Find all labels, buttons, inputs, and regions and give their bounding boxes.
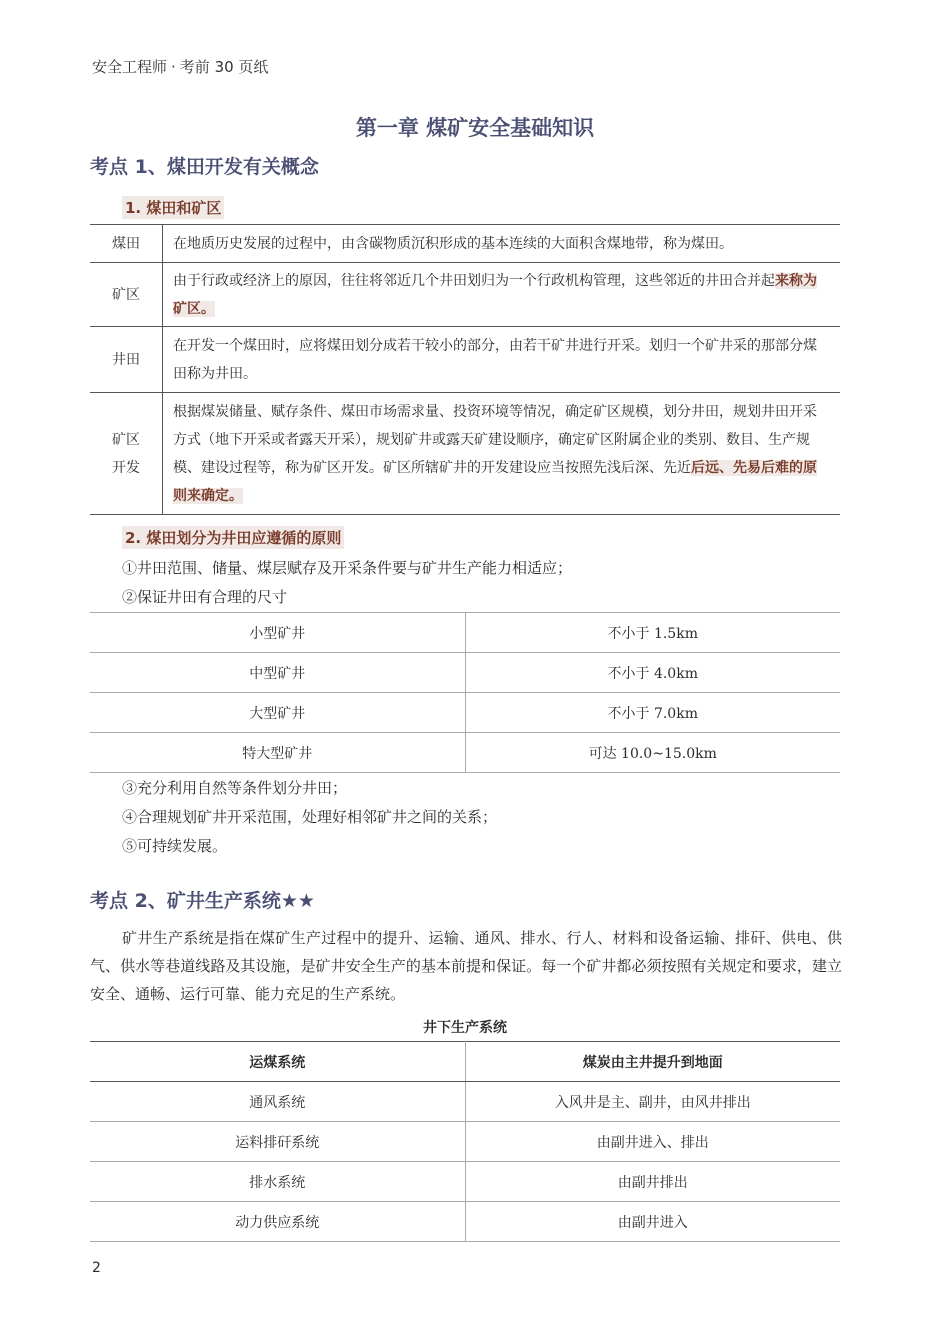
table-row — [90, 693, 840, 733]
mine-size-cell: 可达 10.0~15.0km — [465, 733, 840, 773]
table-row — [90, 733, 840, 773]
section2-title: 2. 煤田划分为井田应遵循的原则 — [122, 526, 344, 549]
production-system-table — [90, 1041, 840, 1242]
header-cell: 运煤系统 — [90, 1042, 465, 1082]
highlight-text: 后远、先易后难的原则来确定。 — [173, 459, 817, 504]
system-cell: 排水系统 — [90, 1162, 465, 1202]
principle-item: ④合理规划矿井开采范围，处理好相邻矿井之间的关系； — [122, 808, 498, 826]
chapter-title: 第一章 煤矿安全基础知识 — [355, 116, 595, 140]
page-number: 2 — [92, 1260, 101, 1276]
definition-table — [90, 224, 840, 515]
principle-item: ③充分利用自然等条件划分井田； — [122, 779, 348, 797]
section1-title: 1. 煤田和矿区 — [122, 196, 224, 219]
mine-size-cell: 不小于 7.0km — [465, 693, 840, 733]
mine-type-cell: 特大型矿井 — [90, 733, 465, 773]
table-header-row — [90, 1042, 840, 1082]
term-line: 开发 — [112, 459, 140, 476]
mine-type-cell: 大型矿井 — [90, 693, 465, 733]
desc-cell — [163, 393, 841, 515]
table-row — [90, 1162, 840, 1202]
table-row — [90, 653, 840, 693]
principle-item: ⑤可持续发展。 — [122, 837, 228, 855]
term-line: 矿区 — [112, 431, 140, 448]
mine-size-cell: 不小于 4.0km — [465, 653, 840, 693]
desc-cell: 在开发一个煤田时，应将煤田划分成若干较小的部分，由若干矿井进行开采。划归一个矿井采的那部分煤田称为井田。 — [163, 327, 841, 393]
desc-text: 根据煤炭储量、赋存条件、煤田市场需求量、投资环境等情况，确定矿区规模，划分井田，规划井田开采方式（地下开采或者露天开采），规划矿井或露天矿建设顺序，确定矿区附属企业的类别、数目、生产规模、建设过程等，称为矿区开发。矿区所辖矿井的开发建设应当按照先浅后深、先近 — [173, 403, 817, 476]
kaodian1-title: 考点 1、煤田开发有关概念 — [90, 156, 319, 178]
table-caption: 井下生产系统 — [423, 1020, 507, 1036]
table-row — [90, 263, 840, 327]
table-row — [90, 613, 840, 653]
mine-type-cell: 中型矿井 — [90, 653, 465, 693]
header-separator: · — [171, 58, 176, 76]
route-cell: 由副井排出 — [465, 1162, 840, 1202]
kaodian2-paragraph: 矿井生产系统是指在煤矿生产过程中的提升、运输、通风、排水、行人、材料和设备运输、排矸、供电、供气、供水等巷道线路及其设施，是矿井安全生产的基本前提和保证。每一个矿井都必须按照有关规定和要求，建立安全、通畅、运行可靠、能力充足的生产系统。 — [90, 929, 842, 1003]
term-cell: 井田 — [90, 327, 163, 393]
table-row — [90, 225, 840, 263]
term-cell — [90, 393, 163, 515]
mine-size-table — [90, 612, 840, 773]
table-row — [90, 1082, 840, 1122]
system-cell: 动力供应系统 — [90, 1202, 465, 1242]
route-cell: 由副井进入 — [465, 1202, 840, 1242]
header-cell: 煤炭由主井提升到地面 — [465, 1042, 840, 1082]
system-cell: 运料排矸系统 — [90, 1122, 465, 1162]
table-row — [90, 327, 840, 393]
mine-type-cell: 小型矿井 — [90, 613, 465, 653]
desc-text: 由于行政或经济上的原因，往往将邻近几个井田划归为一个行政机构管理，这些邻近的井田合并起 — [173, 272, 775, 289]
principle-item: ②保证井田有合理的尺寸 — [122, 588, 288, 606]
mine-size-cell: 不小于 1.5km — [465, 613, 840, 653]
header-title: 考前 30 页纸 — [179, 58, 269, 76]
highlight-text: 来称为矿区。 — [173, 272, 817, 317]
route-cell: 入风井是主、副井，由风井排出 — [465, 1082, 840, 1122]
kaodian2-title: 考点 2、矿井生产系统★★ — [90, 890, 315, 912]
table-row — [90, 1122, 840, 1162]
route-cell: 由副井进入、排出 — [465, 1122, 840, 1162]
desc-cell: 在地质历史发展的过程中，由含碳物质沉积形成的基本连续的大面积含煤地带，称为煤田。 — [163, 225, 841, 263]
principle-item: ①井田范围、储量、煤层赋存及开采条件要与矿井生产能力相适应； — [122, 559, 573, 577]
table-row — [90, 1202, 840, 1242]
table-row — [90, 393, 840, 515]
running-header — [92, 56, 268, 77]
desc-cell — [163, 263, 841, 327]
system-cell: 通风系统 — [90, 1082, 465, 1122]
term-cell: 煤田 — [90, 225, 163, 263]
header-book: 安全工程师 — [92, 58, 168, 76]
term-cell: 矿区 — [90, 263, 163, 327]
